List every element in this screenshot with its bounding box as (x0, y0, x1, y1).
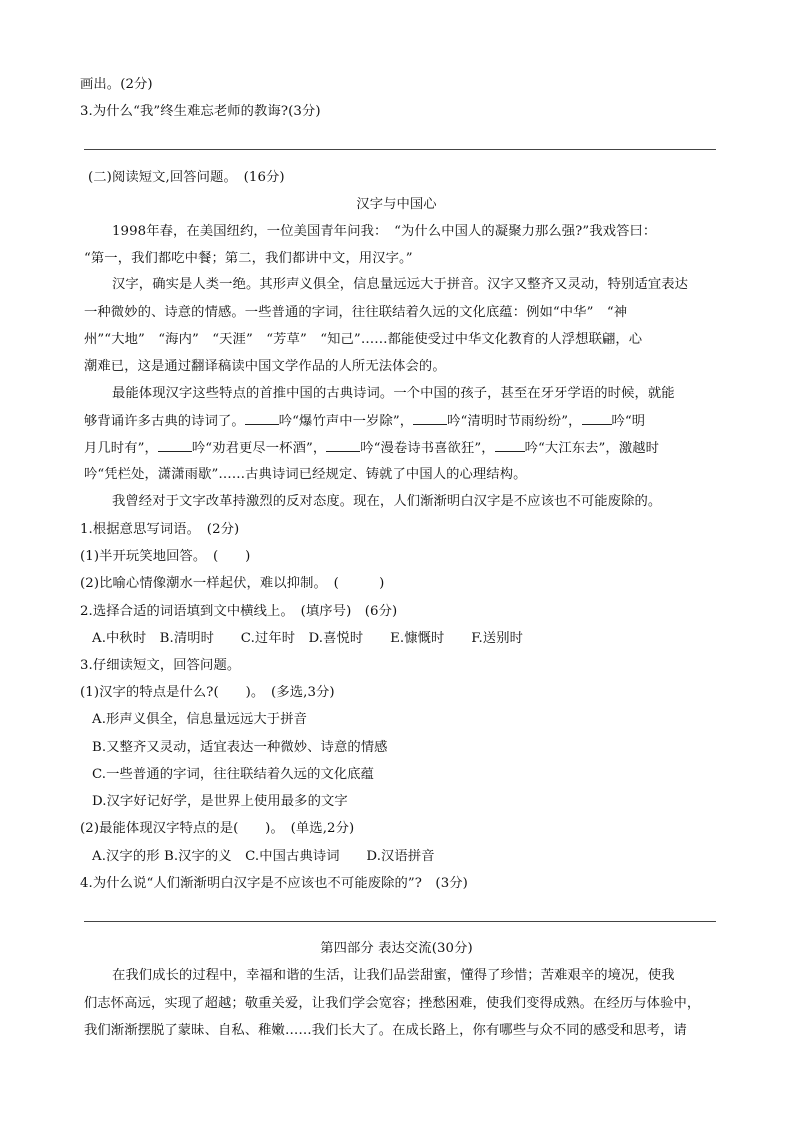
section-heading: (二)阅读短文,回答问题。 (16分) (88, 170, 285, 185)
question-2-options: A.中秋时 B.清明时 C.过年时 D.喜悦时 E.慷慨时 F.送别时 (92, 631, 523, 646)
p3-line2-seg3: 吟“明 (611, 414, 646, 429)
paragraph-1-line-2: “第一，我们都吃中餐；第二，我们都讲中文，用汉字。” (84, 251, 413, 266)
fill-blank-3[interactable] (582, 412, 612, 425)
option-b: B.又整齐又灵动，适宜表达一种微妙、诗意的情感 (92, 740, 388, 755)
question-1-1: (1)半开玩笑地回答。 ( ) (80, 549, 251, 564)
article-title: 汉字与中国心 (356, 197, 437, 212)
part4-line-2: 们志怀高远，实现了超越；敬重关爱，让我们学会宽容；挫愁困难，使我们变得成熟。在经历与体验中， (84, 996, 701, 1011)
question-4: 4.为什么说“人们渐渐明白汉字是不应该也不可能废除的”? (3分) (80, 876, 468, 891)
question-1: 1.根据意思写词语。 (2分) (80, 522, 240, 537)
fill-blank-4[interactable] (158, 439, 192, 452)
p3-line2-seg1: 吟“爆竹声中一岁除”， (278, 414, 414, 429)
paragraph-4: 我曾经对于文字改革持激烈的反对态度。现在，人们渐渐明白汉字是不应该也不可能废除的。 (112, 494, 662, 509)
paragraph-3-line-3 (84, 439, 659, 458)
divider (84, 149, 716, 150)
fill-blank-2[interactable] (413, 412, 447, 425)
question-3-1: (1)汉字的特点是什么?( )。 (多选,3分) (80, 685, 335, 700)
paragraph-2-line-1: 汉字，确实是人类一绝。其形声义俱全，信息量远远大于拼音。汉字又整齐又灵动，特别适宜表达 (112, 277, 689, 292)
fill-blank-6[interactable] (495, 439, 525, 452)
part4-line-3: 我们渐渐摆脱了蒙昧、自私、稚嫩……我们长大了。在成长路上，你有哪些与众不同的感受和思考，请 (84, 1023, 687, 1038)
p3-line3-seg2: 吟“漫卷诗书喜欲狂”， (360, 441, 495, 456)
p3-line2-seg2: 吟“清明时节雨纷纷”， (447, 414, 582, 429)
question-3: 3.仔细读短文，回答问题。 (80, 658, 241, 673)
fill-blank-1[interactable] (245, 412, 279, 425)
divider (84, 921, 716, 922)
option-c: C.一些普通的字词，往往联结着久远的文化底蕴 (92, 767, 375, 782)
p3-line3-seg0: 月几时有”， (84, 441, 158, 456)
question-1-2: (2)比喻心情像潮水一样起伏，难以抑制。 ( ) (80, 576, 385, 591)
fill-blank-5[interactable] (326, 439, 360, 452)
question-2: 2.选择合适的词语填到文中横线上。 (填序号) (6分) (80, 604, 398, 619)
paragraph-2-line-4: 潮难已，这是通过翻译稿读中国文学作品的人所无法体会的。 (84, 359, 446, 374)
paragraph-3-line-2 (84, 412, 645, 431)
paragraph-3-line-4: 吟“凭栏处，潇潇雨歇”……古典诗词已经规定、铸就了中国人的心理结构。 (84, 467, 527, 482)
p3-line3-seg1: 吟“劝君更尽一杯酒”， (191, 441, 327, 456)
paragraph-1-line-1: 1998年春，在美国纽约，一位美国青年问我： “为什么中国人的凝聚力那么强?”我戏答曰： (112, 224, 657, 239)
prev-question-tail: 画出。(2分) (80, 77, 153, 92)
p3-line2-text: 够背诵许多古典的诗词了。 (84, 414, 245, 429)
question-3-2: (2)最能体现汉字特点的是( )。 (单选,2分) (80, 821, 355, 836)
paragraph-2-line-2: 一种微妙的、诗意的情感。一些普通的字词，往往联结着久远的文化底蕴：例如“中华” “神 (84, 305, 628, 320)
option-d: D.汉字好记好学，是世界上使用最多的文字 (92, 794, 348, 809)
question-3-2-options: A.汉字的形 B.汉字的义 C.中国古典诗词 D.汉语拼音 (92, 849, 435, 864)
option-a: A.形声义俱全，信息量远远大于拼音 (92, 712, 307, 727)
part4-line-1: 在我们成长的过程中，幸福和谐的生活，让我们品尝甜蜜，懂得了珍惜；苦难艰辛的境况，使我 (112, 968, 675, 983)
paragraph-2-line-3: 州”“大地” “海内” “天涯” “芳草” “知己”……都能使受过中华文化教育的人浮想联翩，心 (84, 332, 643, 347)
paragraph-3-line-1: 最能体现汉字这些特点的首推中国的古典诗词。一个中国的孩子，甚至在牙牙学语的时候，就能 (112, 386, 675, 401)
p3-line3-seg3: 吟“大江东去”，激越时 (524, 441, 660, 456)
prev-question-3: 3.为什么“我”终生难忘老师的教诲?(3分) (80, 104, 321, 119)
part4-title: 第四部分 表达交流(30分) (320, 941, 473, 956)
